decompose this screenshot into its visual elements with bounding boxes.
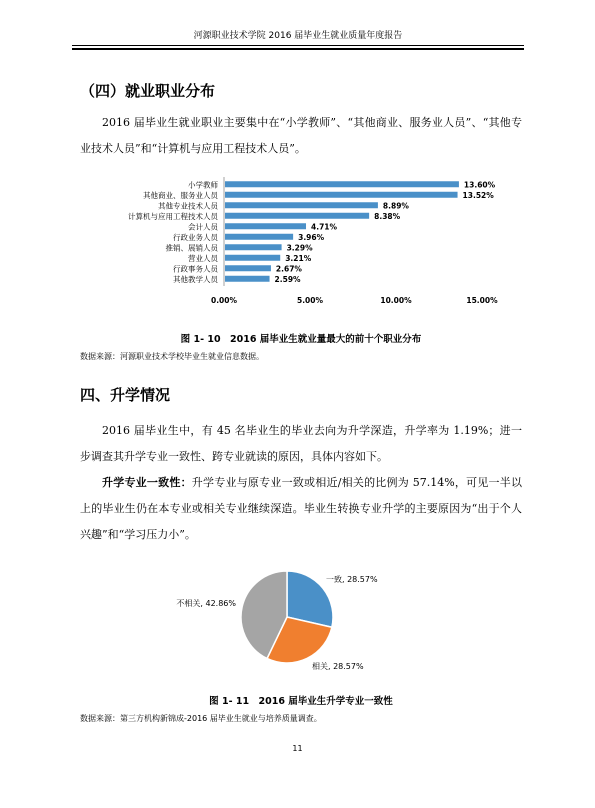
bar-category-label: 推销、展销人员: [165, 243, 218, 253]
pie-slice-label: 一致, 28.57%: [326, 575, 378, 584]
section-title-occupation: （四）就业职业分布: [80, 82, 216, 100]
bar: [225, 202, 378, 208]
page-number: 11: [292, 744, 303, 753]
bar: [225, 181, 459, 187]
paragraph-further-study-1-text: 2016 届毕业生中，有 45 名毕业生的毕业去向为升学深造，升学率为 1.19%；进一步调查其升学专业一致性、跨专业就读的原因，具体内容如下。: [80, 424, 522, 463]
bar: [225, 265, 271, 271]
bar-value-label: 2.67%: [275, 264, 302, 274]
x-tick-label: 5.00%: [296, 296, 324, 305]
bar: [225, 255, 280, 261]
bar-category-label: 行政业务人员: [173, 232, 218, 242]
figure-10-source: 数据来源：河源职业技术学校毕业生就业信息数据。: [80, 352, 264, 361]
bar-value-label: 3.29%: [286, 243, 313, 253]
paragraph-further-study-2: [80, 470, 522, 548]
pie-slice-label: 不相关, 42.86%: [176, 599, 236, 608]
bar-category-label: 计算机与应用工程技术人员: [128, 211, 218, 221]
x-tick-label: 0.00%: [210, 296, 238, 305]
bar: [225, 213, 369, 219]
bar-category-label: 其他专业技术人员: [158, 201, 218, 211]
bar: [225, 234, 293, 240]
paragraph-occupation: [80, 110, 522, 162]
bar: [225, 223, 306, 229]
paragraph-occupation-text: 2016 届毕业生就业职业主要集中在“小学教师”、“其他商业、服务业人员”、“其他专业技术人员”和“计算机与应用工程技术人员”。: [80, 116, 522, 155]
major-consistency-pie-chart: [0, 560, 595, 690]
figure-10-caption: 图 1- 10 2016 届毕业生就业量最大的前十个职业分布: [180, 334, 422, 345]
bar: [225, 192, 458, 198]
figure-11-caption: 图 1- 11 2016 届毕业生升学专业一致性: [209, 696, 393, 707]
header-rule: [72, 48, 524, 50]
x-tick-label: 15.00%: [466, 296, 498, 305]
bar-category-label: 其他教学人员: [173, 274, 218, 284]
bar-category-label: 营业人员: [188, 253, 218, 263]
bar-category-label: 其他商业、服务业人员: [143, 190, 218, 200]
paragraph-further-study-1: [80, 418, 522, 470]
page-header: 河源职业技术学院 2016 届毕业生就业质量年度报告: [72, 30, 524, 46]
occupation-bar-chart: [0, 175, 595, 315]
paragraph-lead: 升学专业一致性：: [102, 476, 192, 489]
bar: [225, 276, 270, 282]
bar-value-label: 3.96%: [298, 232, 325, 242]
section-title-further-study: 四、升学情况: [80, 386, 171, 404]
paragraph-further-study-2-text: 升学专业与原专业一致或相近/相关的比例为 57.14%，可见一半以上的毕业生仍在本专业或相关专业继续深造。毕业生转换专业升学的主要原因为“出于个人兴趣”和“学习压力小”。: [80, 476, 522, 541]
bar-value-label: 8.89%: [382, 201, 409, 211]
bar-category-label: 会计人员: [188, 222, 218, 232]
bar-value-label: 4.71%: [311, 222, 338, 232]
figure-11-source: 数据来源：第三方机构新锦成-2016 届毕业生就业与培养质量调查。: [80, 714, 322, 723]
bar-value-label: 2.59%: [274, 274, 301, 284]
bar-category-label: 行政事务人员: [173, 264, 218, 274]
bar: [225, 244, 282, 250]
bar-value-label: 3.21%: [285, 253, 312, 263]
pie-slice-label: 相关, 28.57%: [312, 662, 364, 671]
bar-category-label: 小学教师: [188, 180, 218, 190]
bar-value-label: 13.52%: [462, 190, 494, 200]
bar-value-label: 8.38%: [374, 211, 401, 221]
x-tick-label: 10.00%: [380, 296, 412, 305]
bar-value-label: 13.60%: [463, 180, 496, 190]
